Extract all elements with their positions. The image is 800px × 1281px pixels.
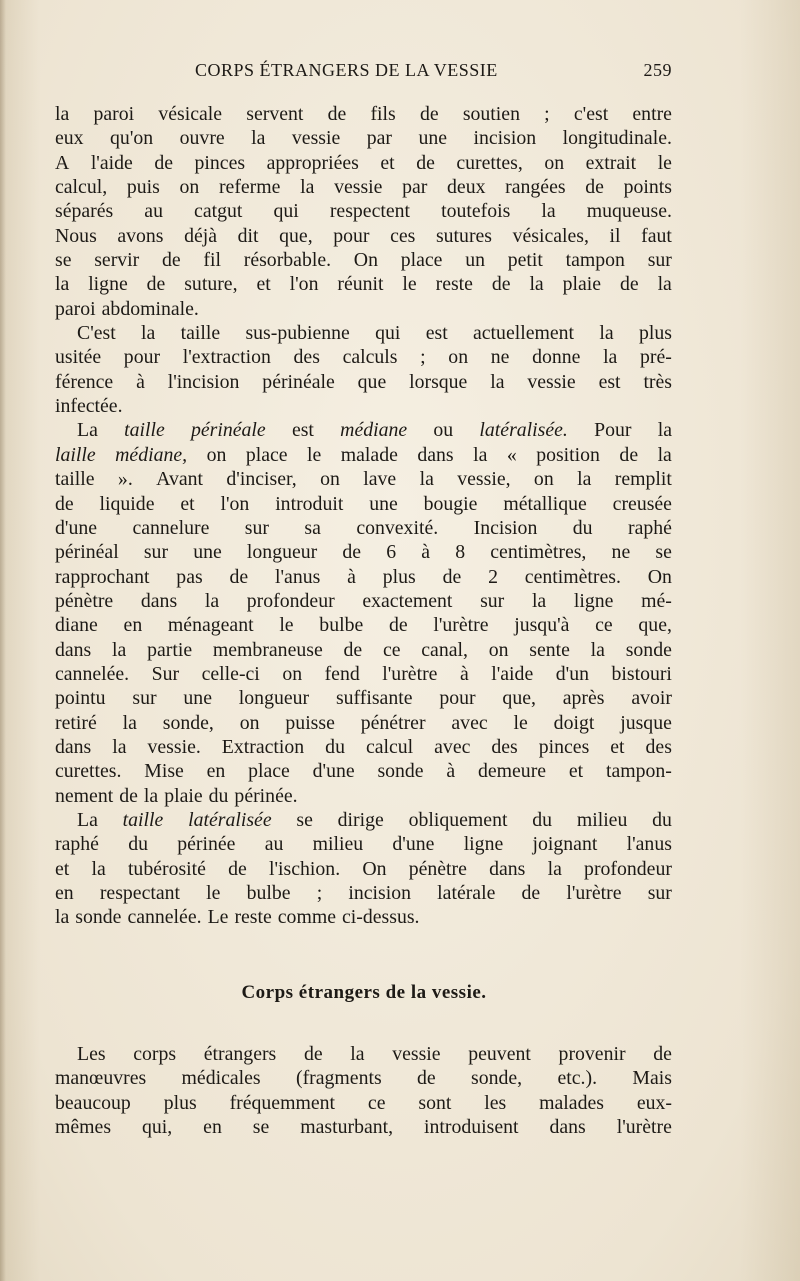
text-line: A l'aide de pinces appropriées et de curettes, on extrait le (55, 151, 672, 174)
text-line: usitée pour l'extraction des calculs ; on ne donne la pré- (55, 346, 672, 369)
text-line: dans la vessie. Extraction du calcul avec des pinces et des (55, 735, 672, 758)
text-line: La taille périnéale est médiane ou latéralisée. Pour la (77, 419, 672, 442)
text-line: et la tubérosité de l'ischion. On pénètre dans la profondeur (55, 857, 672, 880)
text-line: la sonde cannelée. Le reste comme ci-dessus. (55, 906, 420, 929)
page-number: 259 (643, 60, 672, 80)
text-line: pointu sur une longueur suffisante pour que, après avoir (55, 687, 672, 710)
text-line: pénètre dans la profondeur exactement sur la ligne mé- (55, 589, 672, 612)
text-line: mêmes qui, en se masturbant, introduisent dans l'urètre (55, 1116, 672, 1139)
text-line: calcul, puis on referme la vessie par deux rangées de points (55, 176, 672, 199)
text-line: diane en ménageant le bulbe de l'urètre jusqu'à ce que, (55, 614, 672, 637)
section-heading: Corps étrangers de la vessie. (241, 982, 487, 1003)
text-line: dans la partie membraneuse de ce canal, on sente la sonde (55, 638, 672, 661)
text-line: la paroi vésicale servent de fils de soutien ; c'est entre (55, 103, 672, 125)
text-line: séparés au catgut qui respectent toutefois la muqueuse. (55, 200, 672, 223)
text-line: d'une cannelure sur sa convexité. Incision du raphé (55, 516, 672, 539)
text-line: se servir de fil résorbable. On place un petit tampon sur (55, 249, 672, 272)
text-line: cannelée. Sur celle-ci on fend l'urètre à l'aide d'un bistouri (55, 662, 672, 685)
text-line: Les corps étrangers de la vessie peuvent provenir de (77, 1043, 672, 1065)
text-line: rapprochant pas de l'anus à plus de 2 centimètres. On (55, 565, 672, 588)
body-text (55, 102, 672, 930)
page-spine-shadow (0, 0, 6, 1281)
text-line: périnéal sur une longueur de 6 à 8 centimètres, ne se (55, 541, 672, 564)
page-header (55, 60, 672, 84)
text-line: férence à l'incision périnéale que lorsque la vessie est très (55, 370, 672, 393)
text-line: nement de la plaie du périnée. (55, 784, 298, 807)
text-line: manœuvres médicales (fragments de sonde, etc.). Mais (55, 1067, 672, 1090)
text-line: Nous avons déjà dit que, pour ces sutures vésicales, il faut (55, 224, 672, 247)
text-line: taille ». Avant d'inciser, on lave la vessie, on la remplit (55, 468, 672, 491)
text-line: infectée. (55, 395, 123, 418)
text-line: la ligne de suture, et l'on réunit le reste de la plaie de la (55, 273, 672, 296)
running-title: CORPS ÉTRANGERS DE LA VESSIE (195, 60, 498, 80)
text-line: eux qu'on ouvre la vessie par une incision longitudinale. (55, 127, 672, 150)
text-line: en respectant le bulbe ; incision latérale de l'urètre sur (55, 882, 672, 904)
text-line: beaucoup plus fréquemment ce sont les malades eux- (55, 1091, 672, 1114)
text-line: curettes. Mise en place d'une sonde à demeure et tampon- (55, 760, 672, 783)
text-line: retiré la sonde, on puisse pénétrer avec le doigt jusque (55, 711, 672, 734)
text-line: C'est la taille sus-pubienne qui est actuellement la plus (77, 322, 672, 345)
section-paragraph (55, 1042, 672, 1139)
text-line: La taille latéralisée se dirige obliquement du milieu du (77, 808, 672, 831)
text-line: paroi abdominale. (55, 297, 199, 320)
text-line: raphé du périnée au milieu d'une ligne joignant l'anus (55, 833, 672, 856)
text-line: de liquide et l'on introduit une bougie métallique creusée (55, 492, 672, 515)
text-line: laille médiane, on place le malade dans la « position de la (55, 443, 672, 466)
